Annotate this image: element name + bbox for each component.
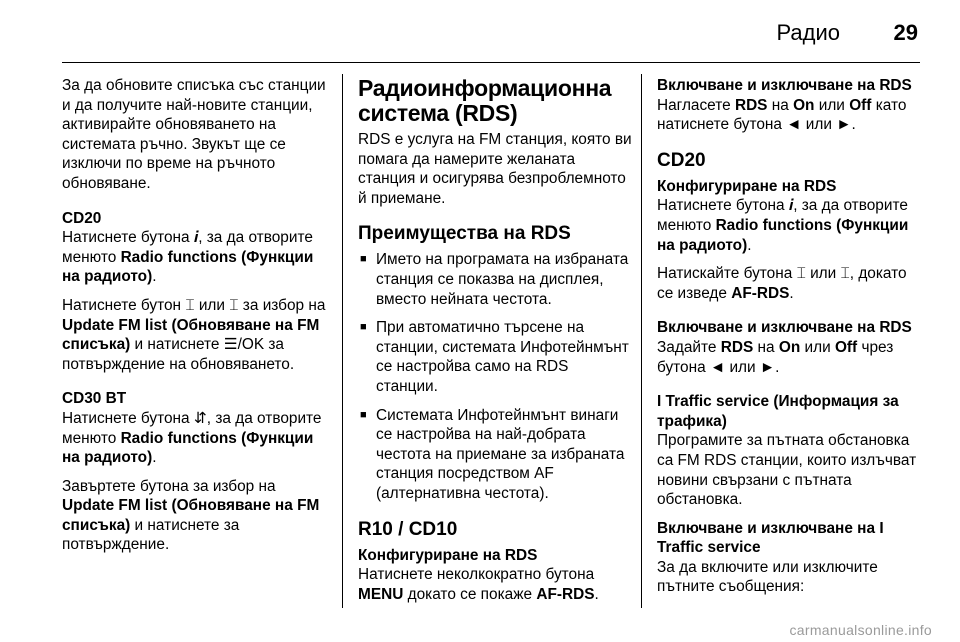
rds-onoff-instruction: Нагласете RDS на On или Off като натиснете бутона ◄ или ►. — [657, 96, 907, 134]
column-middle — [358, 76, 634, 613]
column-divider-1 — [342, 74, 343, 608]
source-button-icon: ⇵ — [193, 409, 207, 427]
rds-onoff-instruction-2: Задайте RDS на On или Off чрез бутона ◄ или ►. — [657, 338, 894, 376]
info-button-icon: 𝒊 — [193, 229, 199, 247]
column-divider-2 — [641, 74, 642, 608]
rds-onoff-subheading-2: Включване и изключване на RDS — [657, 319, 912, 337]
bullet-icon: ■ — [360, 253, 367, 266]
r10-instruction: Натиснете неколкократно бутона MENU докато се покаже AF-RDS. — [358, 566, 599, 603]
header-divider — [62, 62, 920, 63]
rds-advantages-heading: Преимущества на RDS — [358, 223, 571, 245]
cd30-heading: CD30 BT — [62, 390, 127, 408]
watermark: carmanualsonline.info — [789, 622, 932, 638]
up-button-icon: ⌶ — [796, 265, 806, 283]
page-header — [0, 16, 960, 56]
down-button-icon: ⌶ — [840, 265, 850, 283]
cd20-heading: CD20 — [62, 209, 102, 227]
traffic-service-paragraph: Програмите за пътната обстановка са FM RDS станции, които излъчват новини свързани с пътната обстановка. — [657, 432, 917, 509]
column-left — [62, 76, 332, 564]
traffic-onoff-subheading: Включване и изключване на I Traffic service — [657, 519, 884, 557]
column-right — [657, 76, 927, 597]
page-number: 29 — [893, 20, 918, 45]
rds-config-instruction-1: Натиснете бутона 𝒊, за да отворите менюто Radio functions (Функции на радиото). — [657, 197, 909, 254]
down-button-icon: ⌶ — [185, 296, 195, 314]
rds-config-subheading: Конфигуриране на RDS — [657, 177, 837, 195]
rds-config-instruction-2: Натискайте бутона ⌶ или ⌶, докато се изведе AF-RDS. — [657, 265, 907, 302]
r10-config-subheading: Конфигуриране на RDS — [358, 546, 538, 564]
bullet-icon: ■ — [360, 321, 367, 334]
cd20-instruction-2: Натиснете бутон ⌶ или ⌶ за избор на Update FM list (Обновяване на FM списъка) и натиснете ☰/OK за потвърждение на обновяването. — [62, 296, 326, 373]
rds-intro: RDS е услуга на FM станция, която ви помага да намерите желаната станция и осигурява безпроблемното й приемане. — [358, 131, 632, 207]
rds-advantages-list — [358, 250, 634, 503]
r10-heading: R10 / CD10 — [358, 518, 458, 540]
menu-button-icon: ☰ — [223, 336, 238, 354]
page-title: Радио — [776, 20, 840, 45]
rds-heading: Радиоинформационна система (RDS) — [358, 75, 612, 126]
traffic-onoff-paragraph: За да включите или изключите пътните съобщения: — [657, 558, 878, 596]
cd30-instruction-1: Натиснете бутона ⇵, за да отворите менюто Radio functions (Функции на радиото). — [62, 409, 322, 467]
rds-onoff-subheading: Включване и изключване на RDS — [657, 77, 912, 94]
bullet-icon: ■ — [360, 408, 367, 421]
cd20-heading-right: CD20 — [657, 149, 706, 171]
list-item: ■ При автоматично търсене на станции, системата Инфотейнмънт се настройва само на RDS станции. — [360, 319, 629, 395]
list-item: ■ Системата Инфотейнмънт винаги се настройва на най-добрата честота на приемане за избраната станция посредством AF (алтернативна честота). — [360, 406, 625, 502]
cd20-instruction-1: Натиснете бутона 𝒊, за да отворите менюто Radio functions (Функции на радиото). — [62, 229, 314, 286]
list-item: ■ Името на програмата на избраната станция се показва на дисплея, вместо нейната честота. — [360, 251, 629, 308]
info-button-icon: 𝒊 — [788, 197, 794, 215]
cd30-instruction-2: Завъртете бутона за избор на Update FM list (Обновяване на FM списъка) и натиснете за потвърждение. — [62, 477, 320, 554]
traffic-service-subheading: I Traffic service (Информация за трафика) — [657, 393, 899, 430]
intro-paragraph: За да обновите списъка със станции и да получите най-новите станции, активирайте обновяването на системата ръчно. Звукът ще се изключи по време на ръчното обновяване. — [62, 77, 326, 192]
up-button-icon: ⌶ — [229, 296, 239, 314]
